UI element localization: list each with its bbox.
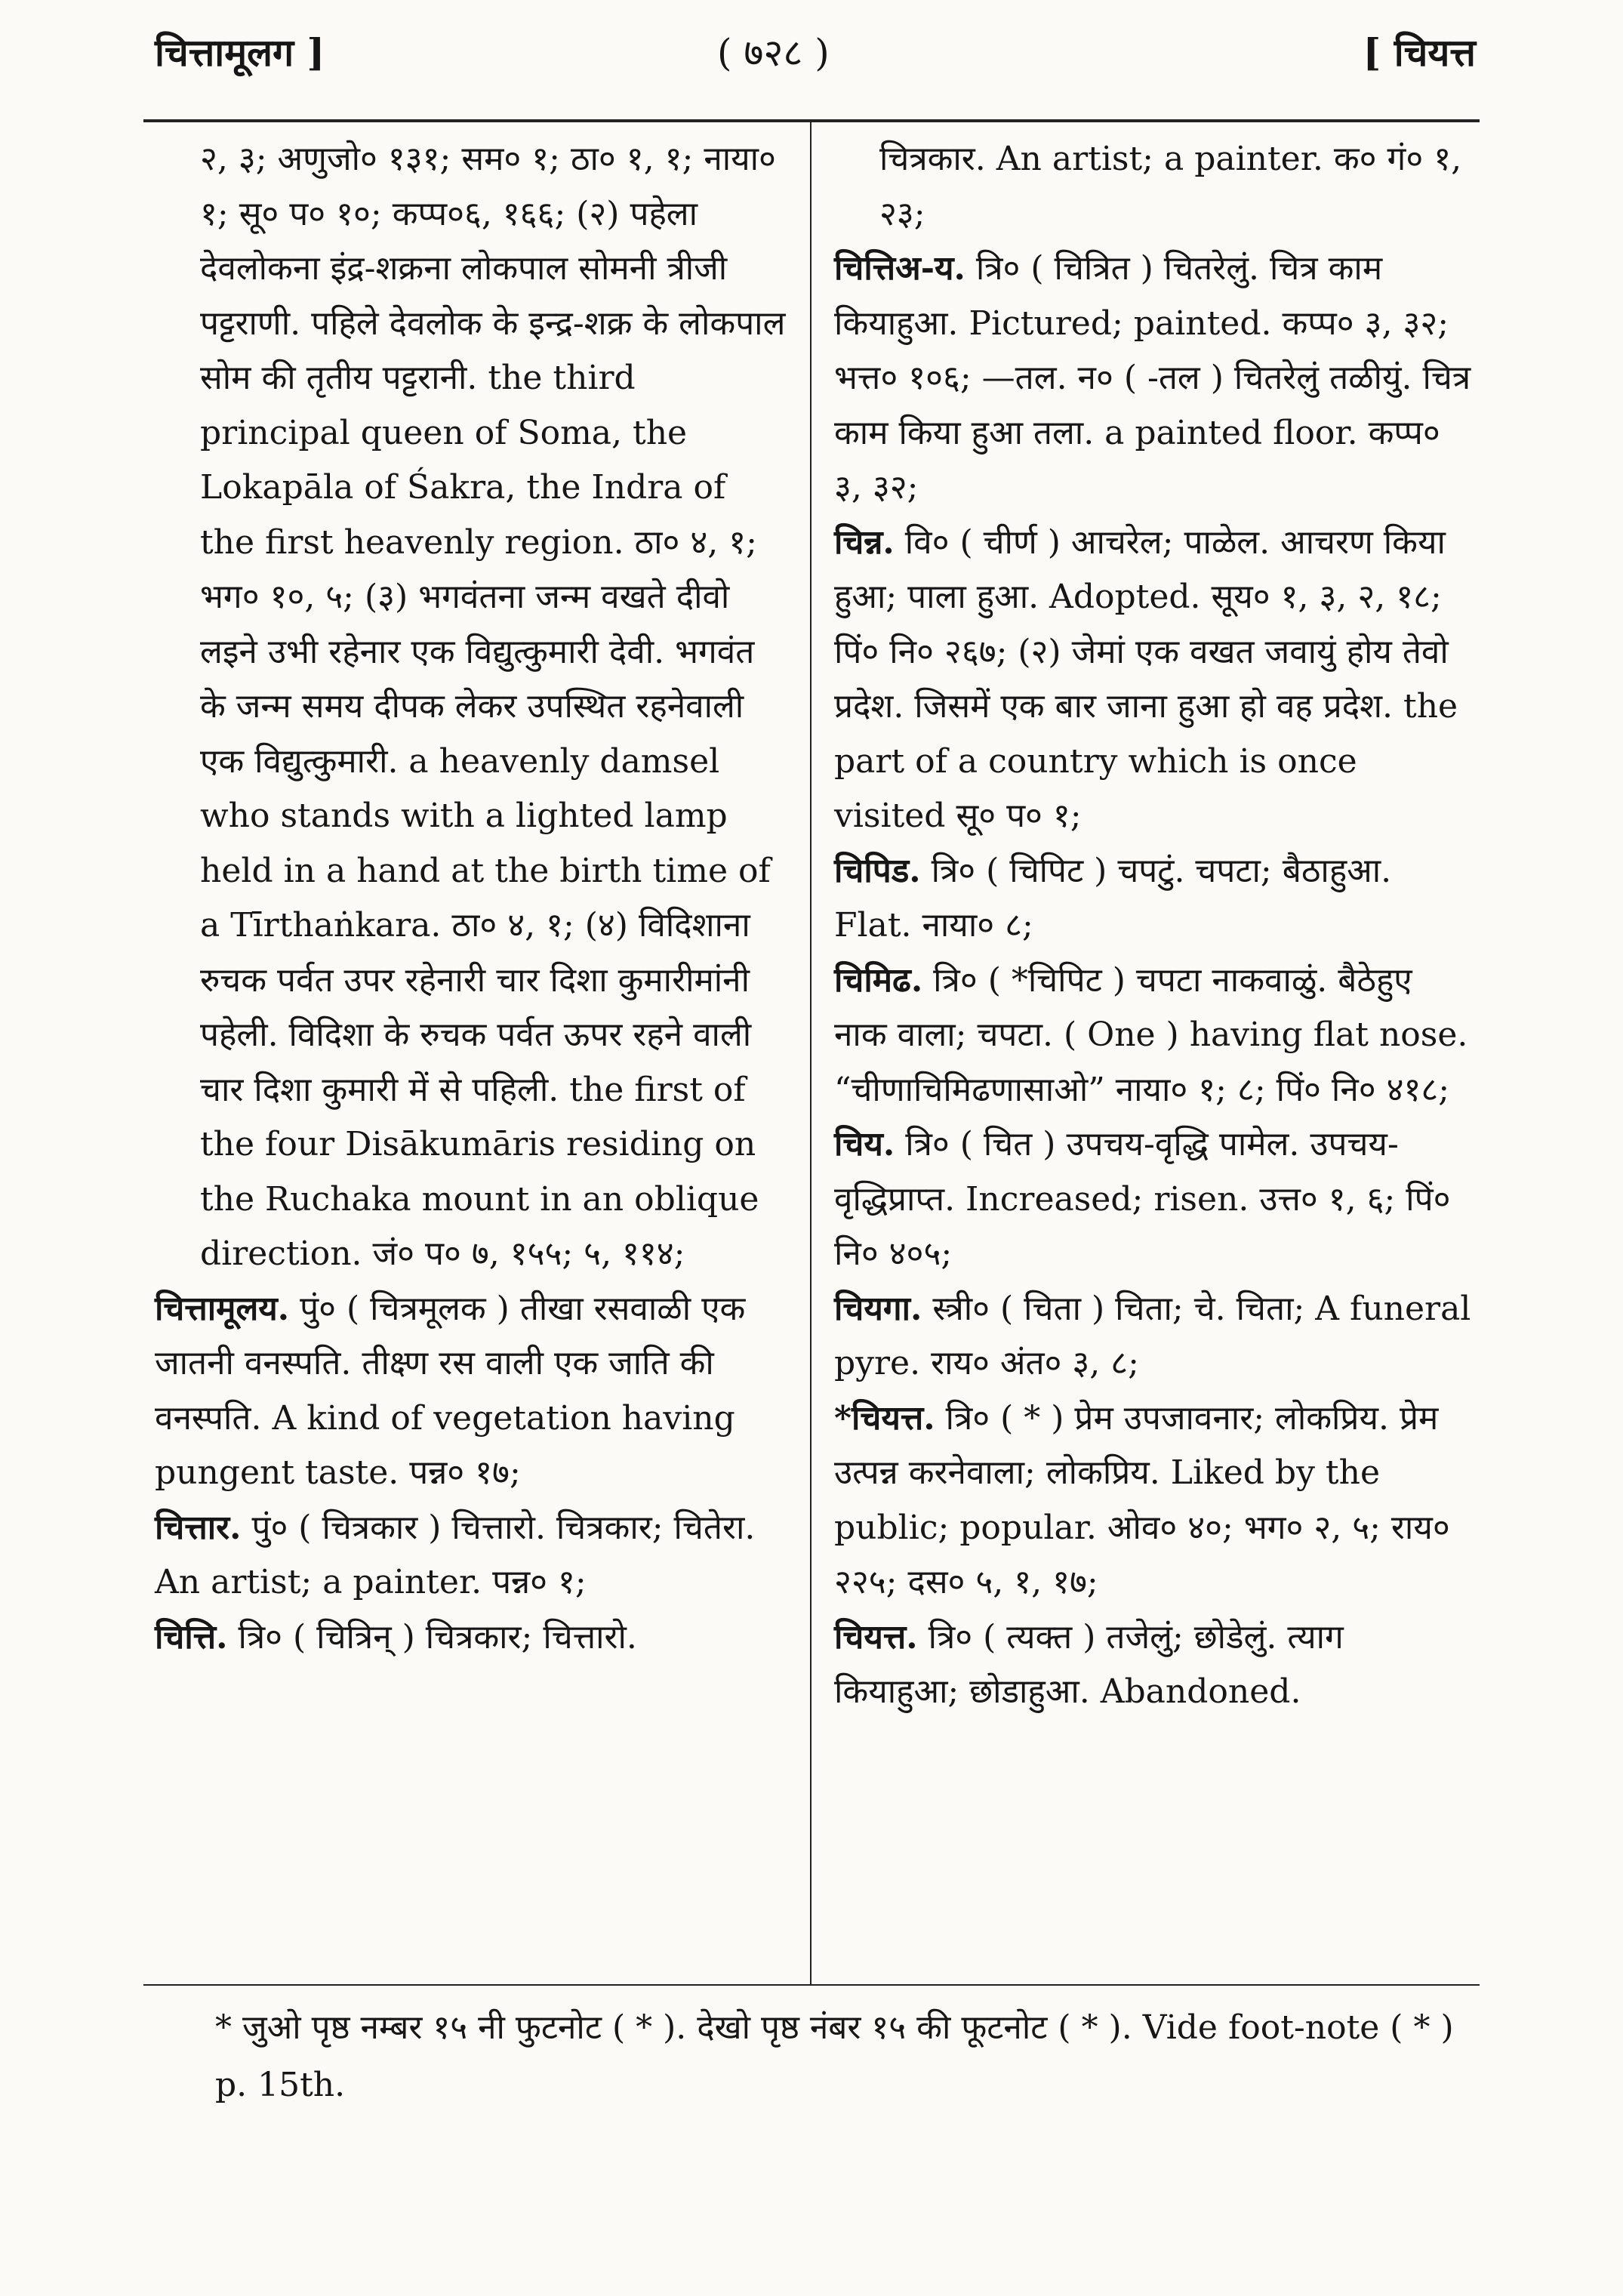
entry-headword: चित्तिअ-य.	[834, 249, 965, 288]
entry-body: त्रि० ( चिपिट ) चपटुं. चपटा; बैठाहुआ. Flat. नाया० ८;	[834, 851, 1392, 945]
footnote-text: * जुओ पृष्ठ नम्बर १५ नी फुटनोट ( * ). देखो पृष्ठ नंबर १५ की फूटनोट ( * ). Vide foot-note ( * ) p. 15th.	[215, 2008, 1454, 2104]
entry-body: वि० ( चीर्ण ) आचरेल; पाळेल. आचरण किया हुआ; पाला हुआ. Adopted. सूय० १, ३, २, १८; पिं० नि० २६७; (२) जेमां एक वखत जवायुं होय तेवो प्रदेश. जिसमें एक बार जाना हुआ हो वह प्रदेश. the part of a country which is once visited सू० प० १;	[834, 522, 1458, 835]
entry-body: त्रि० ( त्यक्त ) तजेलुं; छोडेलुं. त्याग कियाहुआ; छोडाहुआ. Abandoned.	[834, 1617, 1344, 1711]
entry-body: पुं० ( चित्रकार ) चित्तारो. चित्रकार; चितेरा. An artist; a painter. पन्न० १;	[155, 1508, 756, 1601]
footer-rule	[143, 1984, 1480, 1986]
page-number: ( ७२८ )	[717, 31, 830, 75]
dictionary-entry	[834, 844, 1472, 954]
dictionary-entry	[834, 242, 1472, 516]
header-left-guideword: चित्तामूलग ]	[155, 30, 325, 75]
column-divider	[810, 122, 812, 1984]
entry-headword: चियत्त.	[834, 1617, 918, 1657]
entry-body: त्रि० ( * ) प्रेम उपजावनार; लोकप्रिय. प्रेम उत्पन्न करनेवाला; लोकप्रिय. Liked by the public; popular. ओव० ४०; भग० २, ५; राय० २२५; दस० ५, १, १७;	[834, 1398, 1450, 1601]
entry-headword: चियगा.	[834, 1289, 922, 1328]
right-column-continuation: चित्रकार. An artist; a painter. क० गं० १, २३;	[879, 140, 1462, 233]
dictionary-entry	[155, 1501, 789, 1610]
entry-headword: *चियत्त.	[834, 1398, 935, 1438]
dictionary-entry	[834, 1610, 1472, 1720]
left-column-continuation: २, ३; अणुजो० १३१; सम० १; ठा० १, १; नाया० १; सू० प० १०; कप्प०६, १६६; (२) पहेला देवलोकना इंद्र-शक्रना लोकपाल सोमनी त्रीजी पट्टराणी. पहिले देवलोक के इन्द्र-शक्र के लोकपाल सोम की तृतीय पट्टरानी. the third principal queen of Soma, the Lokapāla of Śakra, the Indra of the first heavenly region. ठा० ४, १; भग० १०, ५; (३) भगवंतना जन्म वखते दीवो लइने उभी रहेनार एक विद्युत्कुमारी देवी. भगवंत के जन्म समय दीपक लेकर उपस्थित रहनेवाली एक विद्युत्कुमारी. a heavenly damsel who stands with a lighted lamp held in a hand at the birth time of a Tīrthaṅkara. ठा० ४, १; (४) विदिशाना रुचक पर्वत उपर रहेनारी चार दिशा कुमारीमांनी पहेली. विदिशा के रुचक पर्वत ऊपर रहने वाली चार दिशा कुमारी में से पहिली. the first of the four Disākumāris residing on the Ruchaka mount in an oblique direction. जं० प० ७, १५५; ५, ११४;	[200, 140, 786, 1273]
left-column	[155, 132, 789, 1665]
dictionary-entry	[834, 516, 1472, 844]
entry-body: त्रि० ( चित ) उपचय-वृद्धि पामेल. उपचय-वृद्धिप्राप्त. Increased; risen. उत्त० १, ६; पिं० नि० ४०५;	[834, 1125, 1451, 1273]
footnote	[155, 1999, 1461, 2114]
dictionary-entry	[834, 1282, 1472, 1391]
dictionary-entry	[834, 1391, 1472, 1610]
entry-headword: चिमिढ.	[834, 960, 923, 1000]
header-rule	[143, 119, 1480, 122]
dictionary-entry	[834, 1117, 1472, 1282]
header-right-guideword: [ चियत्त	[1363, 30, 1476, 75]
entry-body: स्त्री० ( चिता ) चिता; चे. चिता; A funeral pyre. राय० अंत० ३, ८;	[834, 1289, 1471, 1382]
entry-headword: चिन्न.	[834, 522, 895, 562]
entry-headword: चित्तामूलय.	[155, 1289, 290, 1328]
entry-headword: चिय.	[834, 1125, 895, 1163]
right-column	[834, 132, 1472, 1720]
entry-headword: चित्तार.	[155, 1508, 242, 1547]
entry-headword: चित्ति.	[155, 1617, 228, 1657]
entry-body: त्रि० ( चित्रिन् ) चित्रकार; चित्तारो.	[238, 1617, 637, 1657]
entry-headword: चिपिड.	[834, 851, 921, 890]
dictionary-entry	[155, 1610, 789, 1666]
entry-body: पुं० ( चित्रमूलक ) तीखा रसवाळी एक जातनी वनस्पति. तीक्ष्ण रस वाली एक जाति की वनस्पति. A kind of vegetation having pungent taste. पन्न० १७;	[155, 1289, 746, 1492]
dictionary-entry	[834, 954, 1472, 1118]
entry-body: त्रि० ( *चिपिट ) चपटा नाकवाळुं. बैठेहुए नाक वाला; चपटा. ( One ) having flat nose. “चीणाचिमिढणासाओ” नाया० १; ८; पिं० नि० ४१८;	[834, 960, 1468, 1109]
entry-body: त्रि० ( चित्रित ) चितरेलुं. चित्र काम कियाहुआ. Pictured; painted. कप्प० ३, ३२; भत्त० १०६; —तल. न० ( -तल ) चितरेलुं तळीयुं. चित्र काम किया हुआ तला. a painted floor. कप्प० ३, ३२;	[834, 249, 1471, 507]
dictionary-entry	[155, 1282, 789, 1501]
